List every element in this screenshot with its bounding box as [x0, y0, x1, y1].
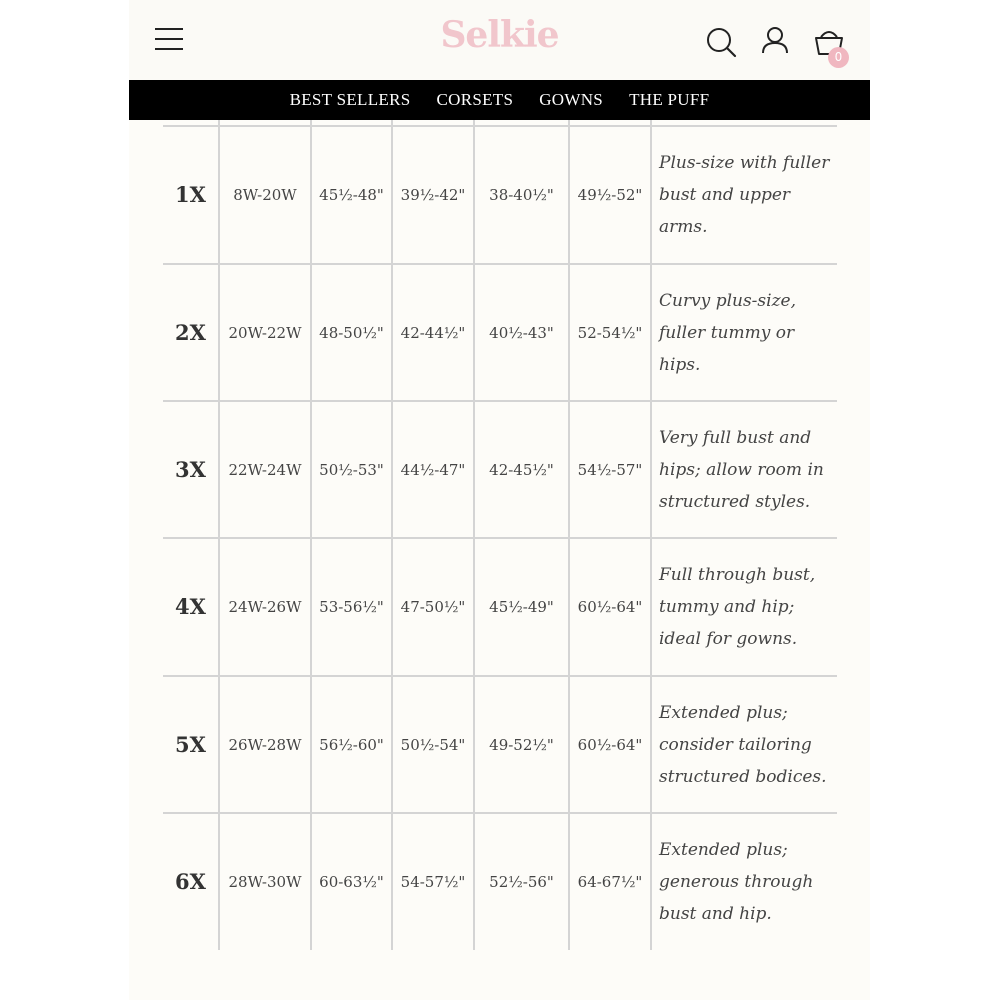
upper-arm-cell: 52½-56": [489, 872, 554, 891]
us-size-cell: 8W-20W: [233, 185, 297, 204]
site-header: [129, 0, 870, 80]
us-size-cell: 28W-30W: [228, 872, 302, 891]
size-label: 4X: [175, 594, 206, 619]
fit-note-cell: Curvy plus-size, fuller tummy or hips.: [659, 290, 797, 375]
hip-cell: 60½-64": [577, 597, 643, 616]
size-label: 3X: [175, 457, 206, 482]
table-row: [163, 813, 837, 950]
hip-cell: 54½-57": [577, 460, 643, 479]
size-chart-table: [163, 120, 837, 1000]
table-row: [163, 126, 837, 263]
fit-note-cell: Very full bust and hips; allow room in structured styles.: [659, 427, 824, 512]
waist-cell: 39½-42": [400, 185, 466, 204]
main-nav: [129, 80, 870, 120]
search-icon[interactable]: [705, 26, 737, 58]
size-label: 6X: [175, 869, 206, 894]
hip-cell: 64-67½": [577, 872, 643, 891]
brand-logo[interactable]: Selkie: [440, 14, 559, 56]
us-size-cell: 20W-22W: [228, 323, 302, 342]
upper-arm-cell: 38-40½": [489, 185, 554, 204]
nav-item-best-sellers[interactable]: BEST SELLERS: [289, 90, 411, 109]
table-row: [163, 676, 837, 813]
hip-cell: 52-54½": [577, 323, 643, 342]
hip-cell: 49½-52": [577, 185, 643, 204]
bust-cell: 48-50½": [319, 323, 384, 342]
bust-cell: 50½-53": [319, 460, 384, 479]
nav-item-the-puff[interactable]: THE PUFF: [629, 90, 710, 109]
waist-cell: 44½-47": [400, 460, 466, 479]
nav-item-corsets[interactable]: CORSETS: [436, 90, 514, 109]
table-row: [163, 264, 837, 401]
us-size-cell: 26W-28W: [228, 735, 302, 754]
bust-cell: 45½-48": [319, 185, 384, 204]
bust-cell: 56½-60": [319, 735, 384, 754]
size-label: 1X: [175, 182, 206, 207]
bust-cell: 53-56½": [319, 597, 384, 616]
nav-item-gowns[interactable]: GOWNS: [539, 90, 604, 109]
waist-cell: 42-44½": [400, 323, 466, 342]
waist-cell: 47-50½": [400, 597, 466, 616]
table-row: [163, 538, 837, 675]
cart-count-badge[interactable]: 0: [828, 47, 849, 68]
fit-note-cell: Extended plus; consider tailoring structured bodices.: [659, 702, 827, 787]
hip-cell: 60½-64": [577, 735, 643, 754]
waist-cell: 50½-54": [400, 735, 466, 754]
account-icon[interactable]: [760, 25, 790, 55]
upper-arm-cell: 49-52½": [489, 735, 554, 754]
fit-note-cell: Extended plus; generous through bust and hip.: [659, 839, 814, 924]
size-label: 5X: [175, 732, 206, 757]
bust-cell: 60-63½": [319, 872, 384, 891]
fit-note-cell: Full through bust, tummy and hip; ideal for gowns.: [659, 564, 816, 649]
upper-arm-cell: 45½-49": [489, 597, 554, 616]
size-label: 2X: [175, 320, 206, 345]
upper-arm-cell: 42-45½": [489, 460, 554, 479]
fit-note-cell: Plus-size with fuller bust and upper arms.: [659, 152, 830, 237]
waist-cell: 54-57½": [400, 872, 466, 891]
us-size-cell: 24W-26W: [228, 597, 302, 616]
us-size-cell: 22W-24W: [228, 460, 302, 479]
table-row: [163, 401, 837, 538]
upper-arm-cell: 40½-43": [489, 323, 554, 342]
phone-viewport: [129, 0, 870, 1000]
